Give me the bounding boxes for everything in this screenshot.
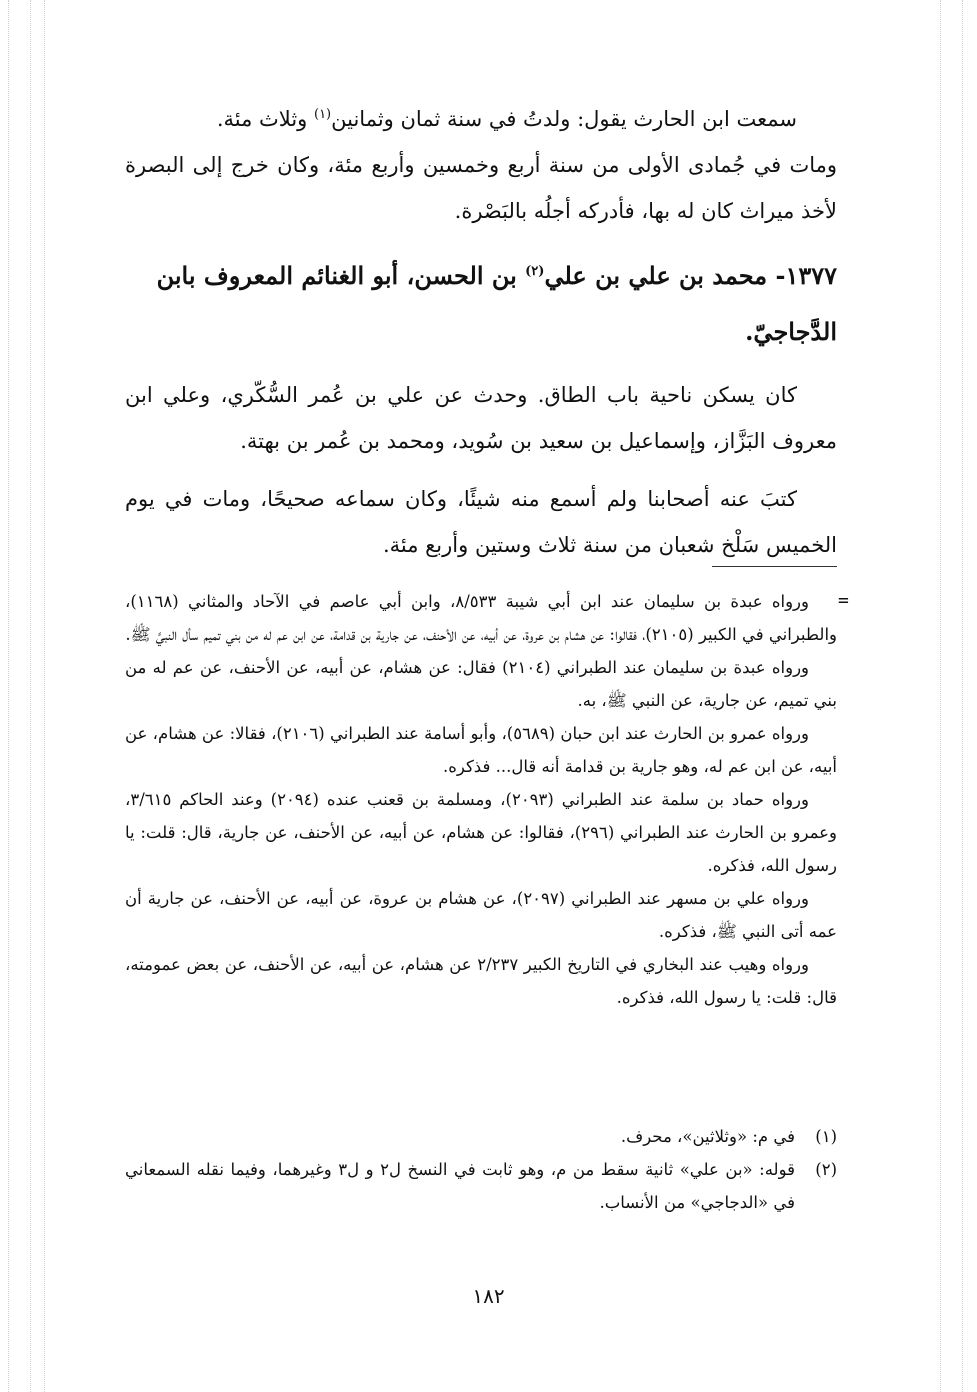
continuation-mark: = — [838, 590, 849, 611]
footnote-paragraph: ورواه عمرو بن الحارث عند ابن حبان (٥٦٨٩)، وأبو أسامة عند الطبراني (٢١٠٦)، فقالا: عن هشام، عن أبيه، عن ابن عم له، وهو جارية بن قدامة أنه قال... فذكره. — [125, 724, 837, 776]
entry-heading: ١٣٧٧- محمد بن علي بن علي$^{(٢)}$ بن الحسن، أبو الغنائم المعروف بابن الدَّجاجيّ. — [156, 261, 837, 346]
footnote-paragraph: ورواه حماد بن سلمة عند الطبراني (٢٠٩٣)، ومسلمة بن قعنب عنده (٢٠٩٤) وعند الحاكم ٣/٦١٥، وعمرو بن الحارث عند الطبراني (٢٩٦)، فقالوا: عن هشام، عن أبيه، عن الأحنف، عن جارية، قال: قلت: يا رسول الله، فذكره. — [125, 790, 837, 875]
footnotes — [125, 1120, 837, 1219]
scan-guide-line — [940, 0, 941, 1392]
main-text-line-2: ومات في جُمادى الأولى من سنة أربع وخمسين وأربع مئة، وكان خرج إلى البصرة لأخذ ميراث كان له بها، فأدركه أجلُه بالبَصْرة. — [125, 153, 837, 223]
footnote-text: في م: «وثلاثين»، محرف. — [620, 1127, 795, 1146]
footnote-paragraph: ورواه علي بن مسهر عند الطبراني (٢٠٩٧)، عن هشام بن عروة، عن أبيه، عن الأحنف، عن جارية أن عمه أتى النبي ﷺ، فذكره. — [125, 889, 837, 941]
footnote-separator — [712, 566, 837, 567]
footnote-text: قوله: «بن علي» ثانية سقط من م، وهو ثابت في النسخ ل٢ و ل٣ وغيرهما، وفيما نقله السمعاني في «الدجاجي» من الأنساب. — [125, 1160, 795, 1212]
footnote-continuation — [125, 585, 837, 1014]
footnote-ref-1: (١) — [313, 107, 332, 122]
main-text — [125, 96, 837, 234]
footnote-paragraph: ورواه عبدة بن سليمان عند الطبراني (٢١٠٤) فقال: عن هشام، عن أبيه، عن الأحنف، عن عم له من بني تميم، عن جارية، عن النبي ﷺ، به. — [125, 658, 837, 710]
scan-guide-line — [8, 0, 9, 1392]
footnote-number: (٢) — [815, 1160, 837, 1179]
main-text-line-1: سمعت ابن الحارث يقول: ولدتُ في سنة ثمان وثمانين$^{(١)}$ وثلاث مئة. — [216, 107, 797, 131]
footnote-1 — [125, 1120, 837, 1153]
footnote-2 — [125, 1153, 837, 1219]
footnote-paragraph: ورواه عبدة بن سليمان عند ابن أبي شيبة ٨/٥٣٣، وابن أبي عاصم في الآحاد والمثاني (١١٦٨)، والطبراني في الكبير (٢١٠٥)، فقالوا: عن هشام بن عروة، عن أبيه، عن الأحنف، عن جارية بن قدامة، عن ابن عم له من بني تميم سأل النبيَّ ﷺ. — [125, 592, 837, 644]
entry-body — [125, 372, 837, 580]
scan-guide-line — [30, 0, 31, 1392]
entry-paragraph-2: كتبَ عنه أصحابنا ولم أسمع منه شيئًا، وكان سماعه صحيحًا، ومات في يوم الخميس سَلْخ شعبان من سنة ثلاث وستين وأربع مئة. — [125, 487, 837, 557]
scan-guide-line — [962, 0, 963, 1392]
footnote-number: (١) — [815, 1127, 837, 1146]
footnote-paragraph: ورواه وهيب عند البخاري في التاريخ الكبير ٢/٢٣٧ عن هشام، عن أبيه، عن الأحنف، عن بعض عمومته، قال: قلت: يا رسول الله، فذكره. — [125, 955, 837, 1007]
page-number: ١٨٢ — [472, 1284, 505, 1308]
entry-paragraph-1: كان يسكن ناحية باب الطاق. وحدث عن علي بن عُمر السُّكّري، وعلي ابن معروف البَزَّاز، وإسماعيل بن سعيد بن سُويد، ومحمد بن عُمر بن بهتة. — [125, 383, 837, 453]
scan-guide-line — [44, 0, 45, 1392]
footnote-ref-2: (٢) — [525, 264, 545, 279]
